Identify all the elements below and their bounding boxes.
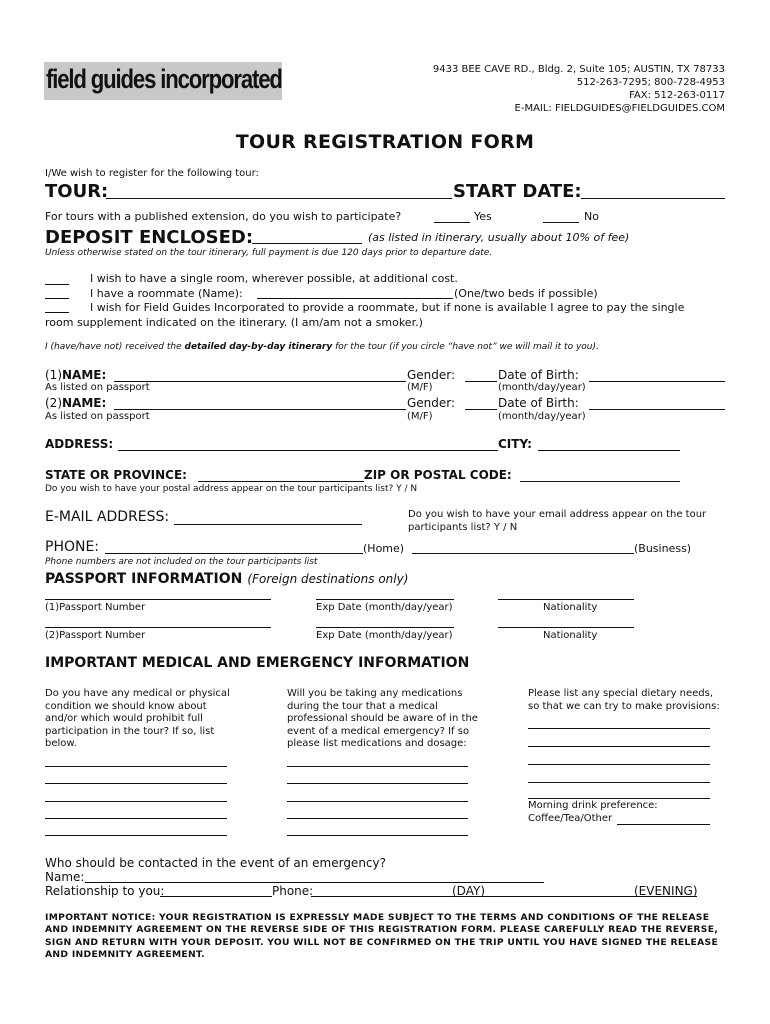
city-field[interactable] bbox=[538, 450, 680, 451]
emergency-name-field[interactable] bbox=[85, 882, 544, 883]
medical-condition-field[interactable] bbox=[45, 766, 227, 767]
extension-question: For tours with a published extension, do you wish to participate? bbox=[45, 210, 402, 223]
passport1-nationality-label: Nationality bbox=[543, 602, 598, 613]
deposit-label: DEPOSIT ENCLOSED: bbox=[45, 227, 254, 248]
tour-label: TOUR: bbox=[45, 181, 109, 202]
phone-label: PHONE: bbox=[45, 539, 100, 555]
evening-label: (EVENING) bbox=[634, 884, 698, 898]
itinerary-pre: I (have/have not) received the bbox=[45, 342, 185, 352]
itinerary-bold: detailed day-by-day itinerary bbox=[184, 342, 333, 352]
day-label: (DAY) bbox=[452, 884, 485, 898]
passport2-number-field[interactable] bbox=[45, 627, 271, 628]
state-label: STATE OR PROVINCE: bbox=[45, 468, 187, 482]
drink-preference-field[interactable] bbox=[617, 824, 710, 825]
email-question-line2: participants list? Y / N bbox=[408, 522, 518, 533]
passport-heading bbox=[45, 568, 408, 587]
dietary-field[interactable] bbox=[528, 782, 710, 783]
medical-condition-field[interactable] bbox=[45, 801, 227, 802]
gender1-field[interactable] bbox=[465, 381, 497, 382]
deposit-field[interactable] bbox=[252, 243, 362, 244]
email-question bbox=[408, 508, 706, 534]
page-title: TOUR REGISTRATION FORM bbox=[235, 131, 535, 153]
business-phone-field[interactable] bbox=[412, 553, 634, 554]
dob2-field[interactable] bbox=[589, 409, 725, 410]
single-room-text: I wish to have a single room, wherever possible, at additional cost. bbox=[90, 272, 458, 285]
medical-q1-line: and/or which would prohibit full bbox=[45, 713, 203, 725]
email-field[interactable] bbox=[174, 524, 362, 525]
medical-q2-line: during the tour that a medical bbox=[287, 700, 438, 712]
dietary-question bbox=[528, 688, 738, 713]
dietary-field[interactable] bbox=[528, 764, 710, 765]
address-label: ADDRESS: bbox=[45, 437, 114, 451]
name2-prefix: (2) bbox=[45, 396, 62, 410]
emergency-name-label: Name: bbox=[45, 870, 85, 884]
medical-condition-question bbox=[45, 688, 245, 751]
start-date-label: START DATE: bbox=[453, 181, 582, 202]
intro-text: I/We wish to register for the following tour: bbox=[45, 168, 259, 179]
medical-condition-field[interactable] bbox=[45, 818, 227, 819]
medications-field[interactable] bbox=[287, 835, 468, 836]
name1-hint: As listed on passport bbox=[45, 382, 150, 393]
name2-label bbox=[45, 396, 106, 410]
email-line: E-MAIL: FIELDGUIDES@FIELDGUIDES.COM bbox=[514, 103, 725, 114]
medical-q3-line: Please list any special dietary needs, bbox=[528, 688, 714, 699]
gender2-field[interactable] bbox=[465, 409, 497, 410]
state-field[interactable] bbox=[198, 481, 364, 482]
medical-q3-line: so that we can try to make provisions: bbox=[528, 700, 720, 712]
extension-no-label: No bbox=[584, 210, 599, 223]
medical-condition-field[interactable] bbox=[45, 835, 227, 836]
medical-q2-line: please list medications and dosage: bbox=[287, 738, 467, 750]
dietary-field[interactable] bbox=[528, 728, 710, 729]
gender2-label: Gender: bbox=[407, 396, 456, 410]
name-label: NAME: bbox=[62, 368, 107, 382]
medical-q1-line: condition we should know about bbox=[45, 700, 207, 712]
medical-condition-field[interactable] bbox=[45, 783, 227, 784]
passport2-exp-field[interactable] bbox=[316, 627, 454, 628]
home-phone-label: (Home) bbox=[363, 542, 405, 555]
name2-field[interactable] bbox=[114, 409, 406, 410]
roommate-beds-text: (One/two beds if possible) bbox=[454, 287, 598, 300]
medical-q1-line: Do you have any medical or physical bbox=[45, 688, 230, 699]
provide-roommate-text: I wish for Field Guides Incorporated to provide a roommate, but if none is available I agree to pay the single bbox=[90, 301, 685, 314]
passport-heading-text: PASSPORT INFORMATION bbox=[45, 571, 243, 587]
home-phone-field[interactable] bbox=[105, 553, 363, 554]
dietary-field[interactable] bbox=[528, 746, 710, 747]
dob1-label: Date of Birth: bbox=[498, 368, 579, 382]
phone-note: Phone numbers are not included on the tour participants list bbox=[45, 557, 318, 567]
roommate-name-field[interactable] bbox=[257, 298, 453, 299]
medical-q2-line: professional should be aware of in the bbox=[287, 713, 478, 725]
medical-q1-line: participation in the tour? If so, list bbox=[45, 725, 215, 737]
emergency-phone-label: Phone: bbox=[272, 884, 314, 898]
gender1-label: Gender: bbox=[407, 368, 456, 382]
start-date-field[interactable] bbox=[581, 198, 725, 199]
passport2-number-label: (2)Passport Number bbox=[45, 630, 146, 641]
address-line: 9433 BEE CAVE RD., Bldg. 2, Suite 105; AUSTIN, TX 78733 bbox=[432, 64, 725, 75]
fax-line: FAX: 512-263-0117 bbox=[629, 90, 725, 101]
relationship-label: Relationship to you: bbox=[45, 884, 165, 898]
zip-field[interactable] bbox=[520, 481, 680, 482]
medications-field[interactable] bbox=[287, 783, 468, 784]
roommate-text: I have a roommate (Name): bbox=[90, 287, 243, 300]
medications-field[interactable] bbox=[287, 818, 468, 819]
itinerary-post: for the tour (if you circle “have not” we will mail it to you). bbox=[332, 342, 599, 352]
business-phone-label: (Business) bbox=[634, 542, 692, 555]
passport2-exp-label: Exp Date (month/day/year) bbox=[316, 630, 453, 641]
name1-prefix: (1) bbox=[45, 368, 62, 382]
zip-label: ZIP OR POSTAL CODE: bbox=[364, 468, 512, 482]
dietary-field[interactable] bbox=[528, 798, 710, 799]
relationship-field[interactable] bbox=[160, 896, 272, 897]
logo-text: field guides incorporated bbox=[46, 64, 282, 94]
extension-no-field[interactable] bbox=[543, 222, 579, 223]
passport-note: (Foreign destinations only) bbox=[247, 572, 409, 586]
name1-field[interactable] bbox=[114, 381, 406, 382]
passport1-number-label: (1)Passport Number bbox=[45, 602, 146, 613]
payment-note: Unless otherwise stated on the tour itinerary, full payment is due 120 days prior to departure date. bbox=[45, 248, 493, 258]
deposit-note: (as listed in itinerary, usually about 10% of fee) bbox=[368, 231, 630, 244]
phone-line: 512-263-7295; 800-728-4953 bbox=[576, 77, 725, 88]
itinerary-note bbox=[45, 342, 599, 352]
name2-hint: As listed on passport bbox=[45, 411, 150, 422]
passport1-exp-label: Exp Date (month/day/year) bbox=[316, 602, 453, 613]
postal-question: Do you wish to have your postal address appear on the tour participants list? Y / N bbox=[45, 484, 418, 494]
emergency-question: Who should be contacted in the event of an emergency? bbox=[45, 856, 386, 870]
medical-q2-line: event of a medical emergency? If so bbox=[287, 725, 470, 737]
medical-q2-line: Will you be taking any medications bbox=[287, 688, 463, 699]
important-notice: IMPORTANT NOTICE: YOUR REGISTRATION IS EXPRESSLY MADE SUBJECT TO THE TERMS AND CONDITIONS OF THE RELEASE AND INDEMNITY AGREEMENT ON THE REVERSE SIDE OF THIS REGISTRATION FORM. PLEASE CAREFULLY READ THE REVERSE, SIGN AND RETURN WITH YOUR DEPOSIT. YOU WILL NOT BE CONFIRMED ON THE TRIP UNTIL YOU HAVE SIGNED THE RELEASE AND INDEMNITY AGREEMENT. bbox=[45, 912, 719, 961]
single-room-checkbox[interactable] bbox=[45, 284, 69, 285]
passport2-nationality-field[interactable] bbox=[498, 627, 634, 628]
name1-label bbox=[45, 368, 106, 382]
passport2-nationality-label: Nationality bbox=[543, 630, 598, 641]
dob1-hint: (month/day/year) bbox=[498, 382, 586, 393]
extension-yes-label: Yes bbox=[474, 210, 492, 223]
dob1-field[interactable] bbox=[589, 381, 725, 382]
medications-field[interactable] bbox=[287, 766, 468, 767]
extension-yes-field[interactable] bbox=[434, 222, 470, 223]
email-label: E-MAIL ADDRESS: bbox=[45, 509, 170, 525]
dob2-label: Date of Birth: bbox=[498, 396, 579, 410]
medical-heading: IMPORTANT MEDICAL AND EMERGENCY INFORMATION bbox=[45, 655, 470, 671]
medical-q1-line: below. bbox=[45, 738, 77, 750]
gender2-hint: (M/F) bbox=[407, 411, 433, 422]
name-label: NAME: bbox=[62, 396, 107, 410]
address-field[interactable] bbox=[118, 450, 498, 451]
tour-field[interactable] bbox=[106, 198, 452, 199]
medications-field[interactable] bbox=[287, 801, 468, 802]
drink-preference-label: Morning drink preference: bbox=[528, 800, 658, 811]
city-label: CITY: bbox=[498, 437, 532, 451]
email-question-line1: Do you wish to have your email address appear on the tour bbox=[408, 509, 707, 520]
passport1-exp-field[interactable] bbox=[316, 599, 454, 600]
drink-options-label: Coffee/Tea/Other bbox=[528, 813, 613, 824]
dob2-hint: (month/day/year) bbox=[498, 411, 586, 422]
company-logo bbox=[44, 62, 282, 100]
passport1-number-field[interactable] bbox=[45, 599, 271, 600]
provide-roommate-checkbox[interactable] bbox=[45, 312, 69, 313]
gender1-hint: (M/F) bbox=[407, 382, 433, 393]
medications-question bbox=[287, 688, 497, 751]
passport1-nationality-field[interactable] bbox=[498, 599, 634, 600]
provide-roommate-text-cont: room supplement indicated on the itinerary. (I am/am not a smoker.) bbox=[45, 316, 423, 329]
company-address bbox=[433, 63, 725, 115]
roommate-checkbox[interactable] bbox=[45, 298, 69, 299]
